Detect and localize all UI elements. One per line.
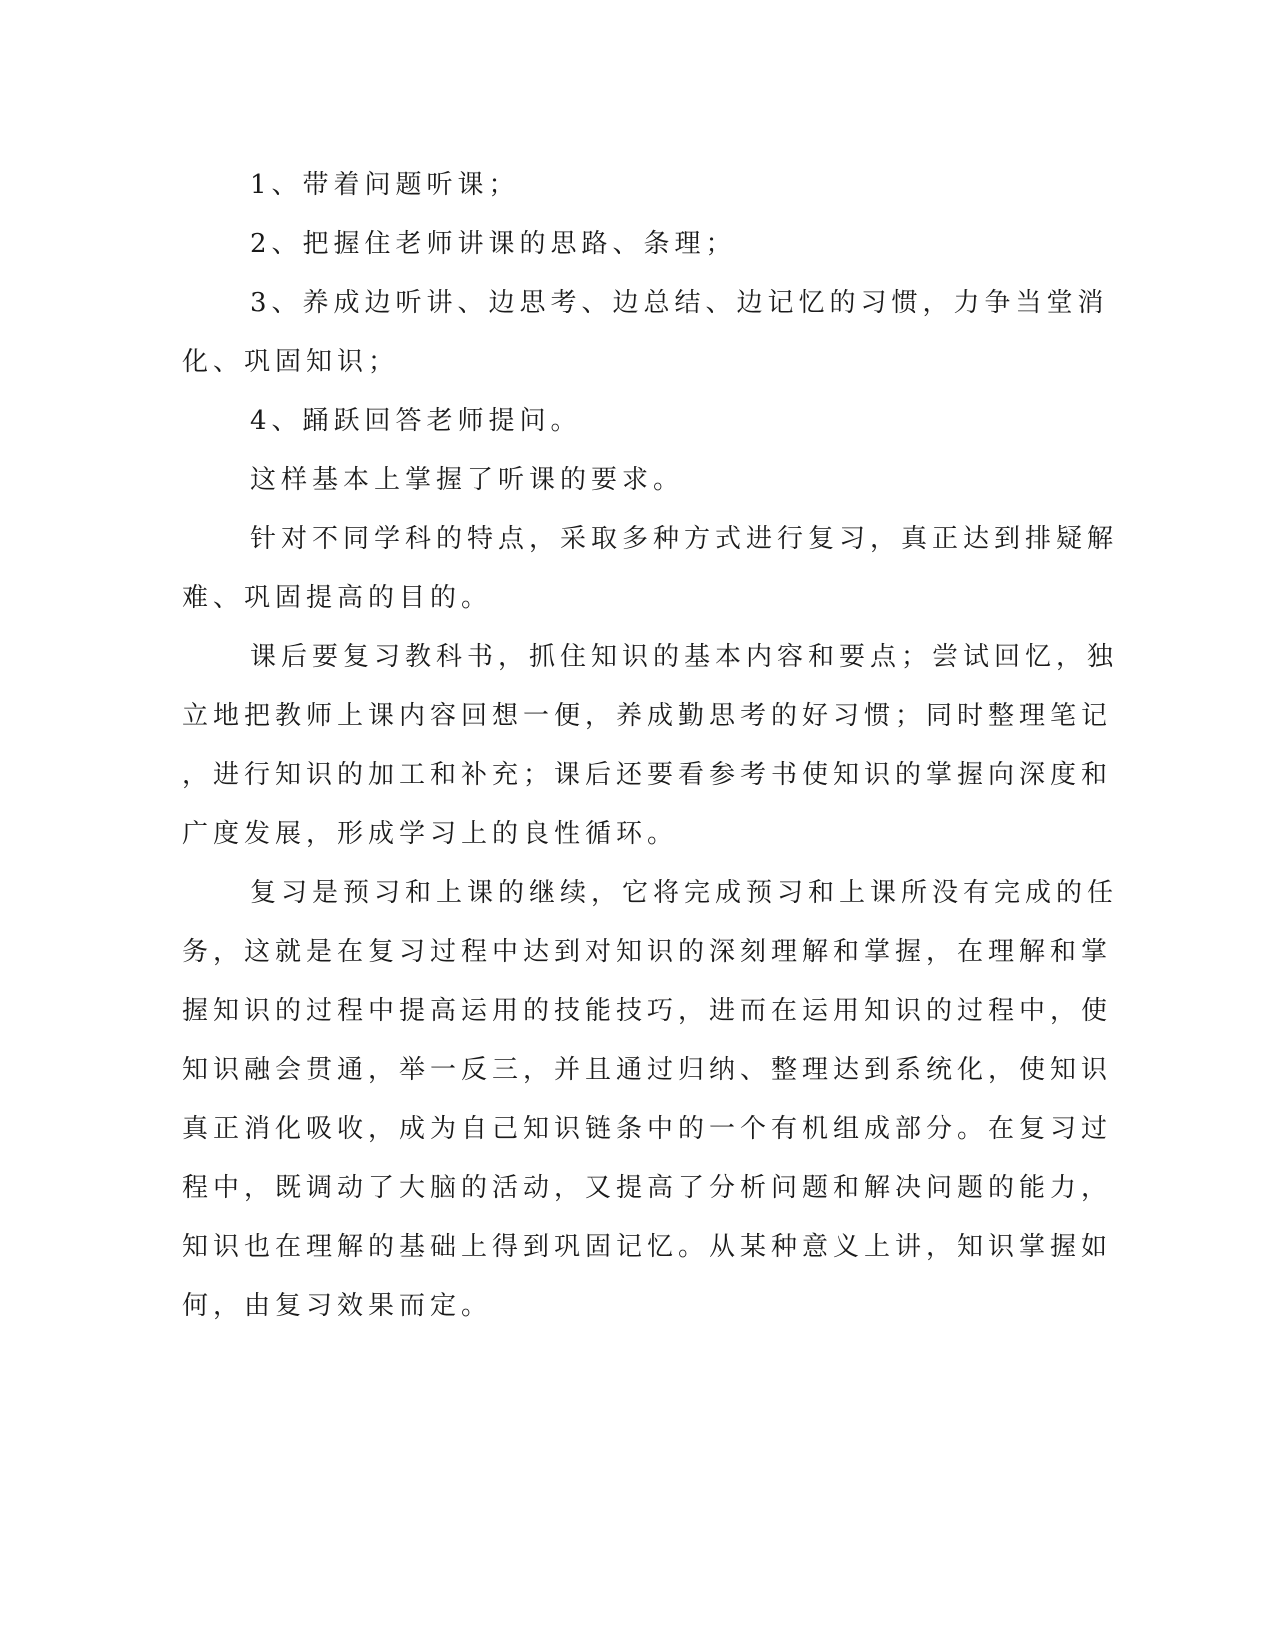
paragraph-review-methods-continued: 难、巩固提高的目的。	[182, 583, 493, 613]
paragraph-review-methods: 针对不同学科的特点，采取多种方式进行复习，真正达到排疑解	[250, 524, 1119, 554]
paragraph-review-purpose: 复习是预习和上课的继续，它将完成预习和上课所没有完成的任	[250, 878, 1119, 908]
paragraph-after-class-line-2: 立地把教师上课内容回想一便，养成勤思考的好习惯；同时整理笔记	[182, 701, 1113, 731]
list-item-4: 4、踊跃回答老师提问。	[250, 406, 582, 436]
paragraph-review-purpose-line-3: 握知识的过程中提高运用的技能技巧，进而在运用知识的过程中，使	[182, 996, 1113, 1026]
paragraph-review-purpose-line-2: 务，这就是在复习过程中达到对知识的深刻理解和掌握，在理解和掌	[182, 937, 1113, 967]
list-item-3: 3、养成边听讲、边思考、边总结、边记忆的习惯，力争当堂消	[250, 288, 1109, 318]
paragraph-review-purpose-line-6: 程中，既调动了大脑的活动，又提高了分析问题和解决问题的能力，	[182, 1173, 1113, 1203]
paragraph-review-purpose-line-5: 真正消化吸收，成为自己知识链条中的一个有机组成部分。在复习过	[182, 1114, 1113, 1144]
paragraph-review-purpose-line-8: 何，由复习效果而定。	[182, 1291, 493, 1321]
list-item-1: 1、带着问题听课；	[250, 170, 520, 200]
document-body	[182, 156, 1119, 1336]
list-item-3-continued: 化、巩固知识；	[182, 347, 400, 377]
paragraph-after-class-line-4: 广度发展，形成学习上的良性循环。	[182, 819, 679, 849]
paragraph-after-class-line-3: ，进行知识的加工和补充；课后还要看参考书使知识的掌握向深度和	[182, 760, 1113, 790]
paragraph-summary: 这样基本上掌握了听课的要求。	[250, 465, 685, 495]
list-item-2: 2、把握住老师讲课的思路、条理；	[250, 229, 737, 259]
paragraph-after-class: 课后要复习教科书，抓住知识的基本内容和要点；尝试回忆，独	[250, 642, 1119, 672]
paragraph-review-purpose-line-4: 知识融会贯通，举一反三，并且通过归纳、整理达到系统化，使知识	[182, 1055, 1113, 1085]
paragraph-review-purpose-line-7: 知识也在理解的基础上得到巩固记忆。从某种意义上讲，知识掌握如	[182, 1232, 1113, 1262]
